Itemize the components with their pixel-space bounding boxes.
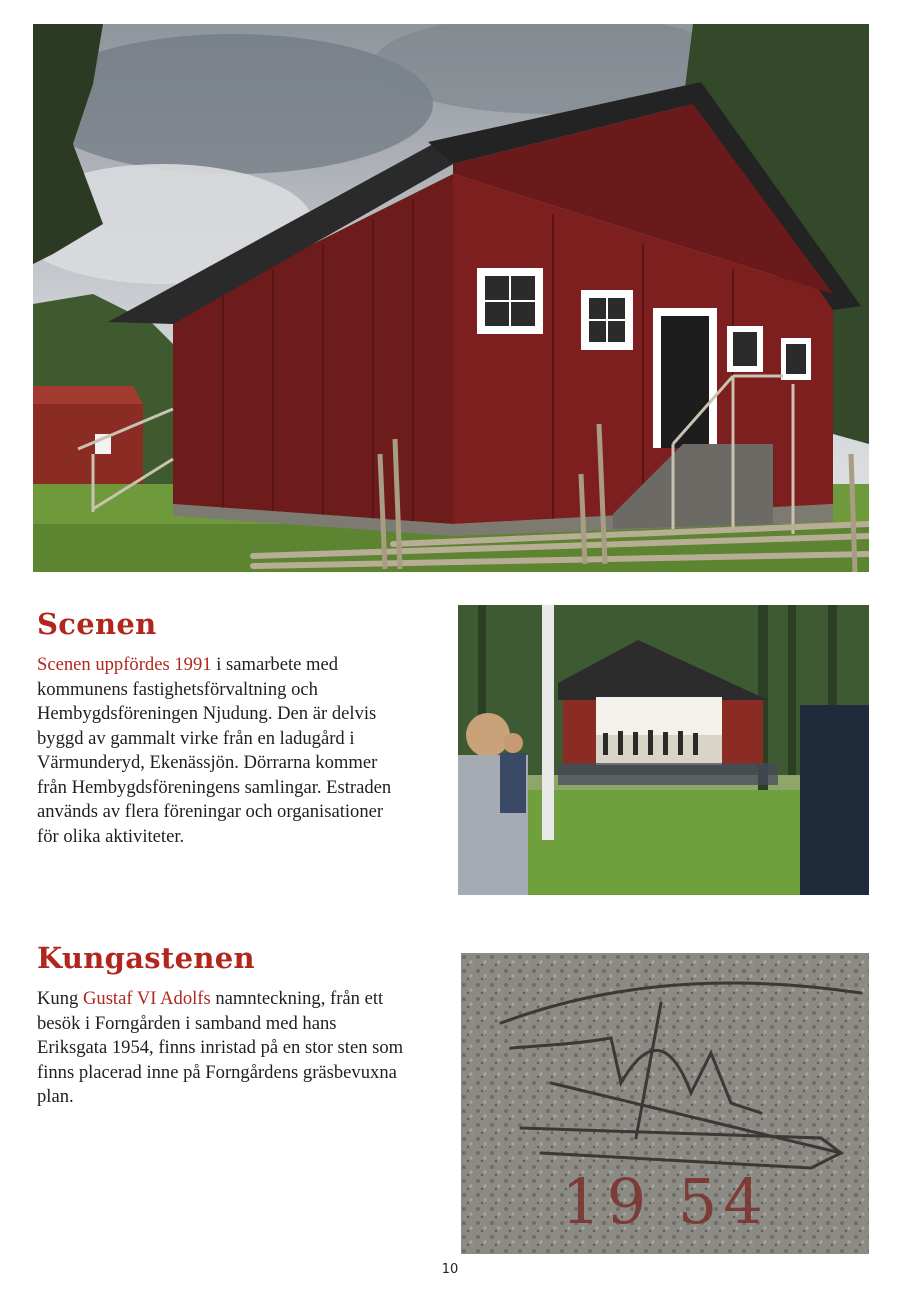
scenen-heading: Scenen [37,607,157,641]
kungastenen-heading: Kungastenen [37,941,255,975]
scenen-highlight: Scenen uppfördes 1991 [37,654,212,676]
kungastenen-highlight: Gustaf VI Adolfs [82,988,211,1010]
kungastenen-section [37,942,407,1110]
kungastenen-text-after: namnteckning, från ett besök i Forngården i samband med hans Eriksgata 1954, finns inristad på en stor sten som finns placerad inne på Forngårdens gräsbevuxna plan. [37,988,404,1108]
stage-photo [458,605,869,895]
scenen-section [37,608,407,849]
scenen-text [37,653,407,849]
barn-photo [33,24,869,572]
kungastenen-text [37,987,407,1110]
scenen-body: i samarbete med kommunens fastighetsförvaltning och Hembygdsföreningen Njudung. Den är delvis byggd av gammalt virke från en ladugård i Värmunderyd, Ekenässjön. Dörrarna kommer från Hembygdsföreningens samlingar. Estraden används av flera föreningar och organisationer för olika aktiviteter. [37,654,392,847]
carved-year: 19 54 [561,1165,769,1238]
page-number: 10 [441,1262,459,1277]
kungastenen-text-before: Kung [37,988,83,1010]
